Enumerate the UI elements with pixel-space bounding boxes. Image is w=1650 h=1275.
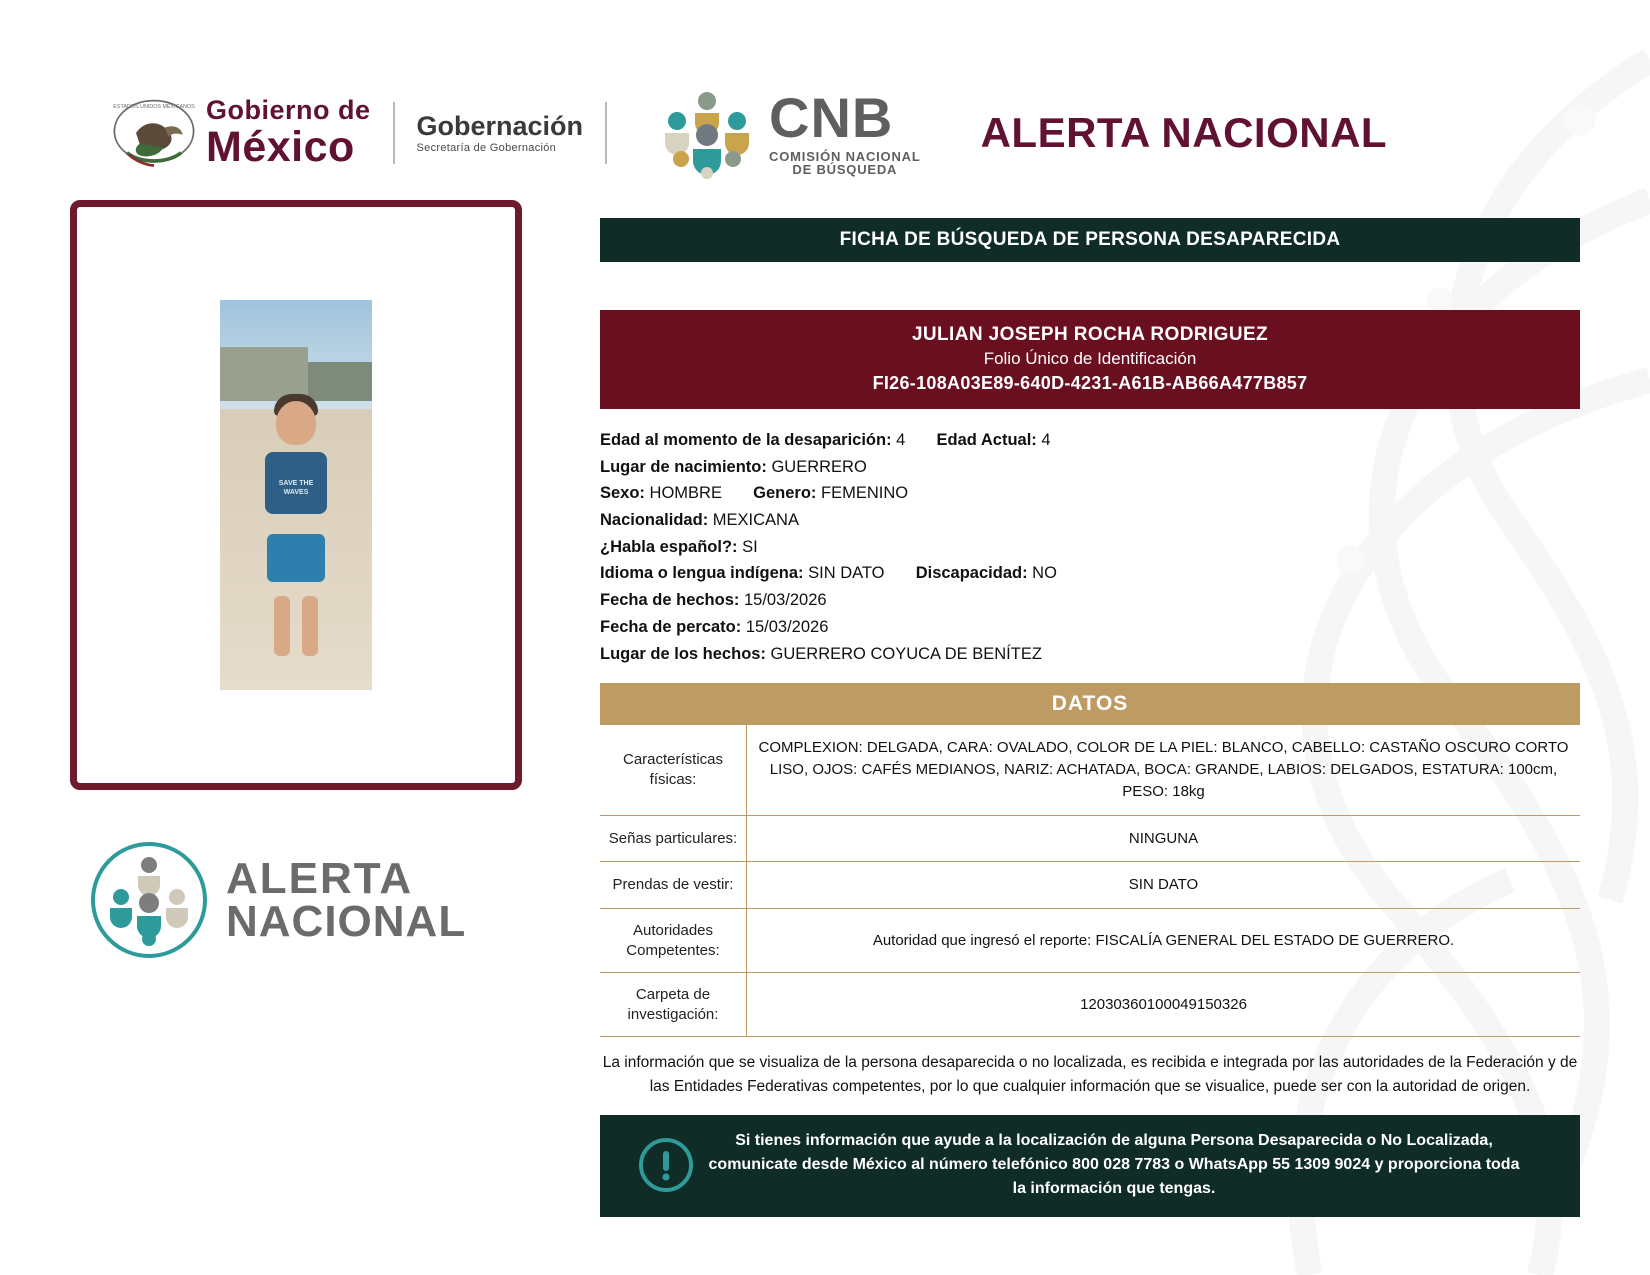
idioma-label: Idioma o lengua indígena:	[600, 564, 804, 583]
table-row	[600, 862, 1580, 909]
datos-key: Prendas de vestir:	[600, 862, 747, 909]
mexico-coat-of-arms-icon	[108, 97, 200, 169]
datos-key: Autoridades Competentes:	[600, 909, 747, 973]
gob-line2: México	[206, 123, 355, 171]
gobernacion-sub: Secretaría de Gobernación	[416, 141, 557, 154]
table-row	[600, 909, 1580, 973]
person-name: JULIAN JOSEPH ROCHA RODRIGUEZ	[911, 324, 1269, 345]
datos-value: NINGUNA	[747, 815, 1581, 862]
genero-value: FEMENINO	[821, 484, 909, 503]
cnb-line1: COMISIÓN NACIONAL	[769, 149, 921, 164]
svg-text:ESTADOS UNIDOS MEXICANOS: ESTADOS UNIDOS MEXICANOS	[113, 103, 195, 110]
contact-banner	[600, 1115, 1580, 1217]
table-row	[600, 973, 1580, 1037]
alerta-nacional-heading: ALERTA NACIONAL	[980, 109, 1388, 156]
cnb-wordmark	[769, 86, 921, 177]
field-edad	[600, 427, 1580, 454]
datos-table	[600, 725, 1580, 1037]
missing-person-photo-frame	[70, 200, 522, 790]
lugar-hechos-label: Lugar de los hechos:	[600, 644, 766, 663]
gob-line1: Gobierno de	[206, 95, 371, 125]
exclamation-icon	[638, 1137, 694, 1193]
table-row	[600, 815, 1580, 862]
gobierno-de-mexico-wordmark	[206, 97, 371, 169]
nacionalidad-value: MEXICANA	[712, 511, 799, 530]
field-habla-espanol	[600, 534, 1580, 561]
gobernacion-main: Gobernación	[416, 110, 584, 141]
fecha-hechos-value: 15/03/2026	[743, 591, 827, 610]
fecha-percato-value: 15/03/2026	[745, 617, 829, 636]
datos-key: Características físicas:	[600, 725, 747, 815]
edad-actual-value: 4	[1041, 430, 1051, 449]
person-fields	[600, 427, 1580, 667]
cnb-acronym: CNB	[769, 86, 894, 149]
datos-value: Autoridad que ingresó el reporte: FISCALÍA GENERAL DEL ESTADO DE GUERRERO.	[747, 909, 1581, 973]
alerta-nacional-circle-icon	[90, 841, 208, 959]
cnb-people-icon	[655, 87, 759, 179]
fecha-percato-label: Fecha de percato:	[600, 617, 742, 636]
field-nacionalidad	[600, 507, 1580, 534]
datos-value: COMPLEXION: DELGADA, CARA: OVALADO, COLOR DE LA PIEL: BLANCO, CABELLO: CASTAÑO OSCURO CORTO LISO, OJOS: CAFÉS MEDIANOS, NARIZ: ACHATADA, BOCA: GRANDE, LABIOS: DELGADOS, ESTATURA: 100cm, PESO: 18kg	[747, 725, 1581, 815]
field-idioma-discapacidad	[600, 560, 1580, 587]
lugar-hechos-value: GUERRERO COYUCA DE BENÍTEZ	[770, 644, 1042, 663]
folio-value: FI26-108A03E89-640D-4231-A61B-AB66A477B857	[872, 372, 1308, 393]
idioma-value: SIN DATO	[808, 564, 885, 583]
page-header	[0, 78, 1650, 188]
genero-label: Genero:	[753, 484, 817, 503]
nacional-word: NACIONAL	[226, 897, 467, 946]
datos-value: SIN DATO	[747, 862, 1581, 909]
photo-shirt-text: SAVE THE WAVES	[278, 480, 314, 497]
sexo-label: Sexo:	[600, 484, 645, 503]
edad-actual-label: Edad Actual:	[936, 430, 1037, 449]
habla-espanol-value: SI	[742, 537, 758, 556]
header-divider-2	[605, 102, 607, 164]
missing-person-photo	[220, 300, 372, 690]
sexo-value: HOMBRE	[649, 484, 722, 503]
sheet-body	[600, 218, 1580, 1217]
contact-text: Si tienes información que ayude a la localización de alguna Persona Desaparecida o No Localizada, comunicate desde México al número telefónico 800 028 7783 o WhatsApp 55 1309 9024 y proporciona toda la información que tengas.	[708, 1132, 1520, 1198]
field-lugar-hechos	[600, 641, 1580, 668]
fecha-hechos-label: Fecha de hechos:	[600, 591, 740, 610]
folio-label: Folio Único de Identificación	[983, 348, 1197, 368]
alerta-nacional-logo-words	[226, 853, 467, 946]
discapacidad-value: NO	[1032, 564, 1057, 583]
nacionalidad-label: Nacionalidad:	[600, 511, 709, 530]
habla-espanol-label: ¿Habla español?:	[600, 537, 738, 556]
alerta-nacional-logo-block	[90, 835, 510, 965]
field-sexo-genero	[600, 480, 1580, 507]
lugar-nacimiento-value: GUERRERO	[771, 457, 867, 476]
field-fecha-hechos	[600, 587, 1580, 614]
disclaimer-text: La información que se visualiza de la persona desaparecida o no localizada, es recibida e integrada por las autoridades de la Federación y de las Entidades Federativas competentes, por lo que cualquier información que se visualice, puede ser con la autoridad de origen.	[602, 1054, 1578, 1096]
alerta-word: ALERTA	[226, 853, 414, 903]
cnb-line2: DE BÚSQUEDA	[792, 162, 898, 177]
datos-value: 12030360100049150326	[747, 973, 1581, 1037]
ficha-banner: FICHA DE BÚSQUEDA DE PERSONA DESAPARECIDA	[600, 218, 1580, 262]
datos-key: Señas particulares:	[600, 815, 747, 862]
person-name-banner	[600, 310, 1580, 409]
discapacidad-label: Discapacidad:	[915, 564, 1028, 583]
field-lugar-nacimiento	[600, 454, 1580, 481]
edad-desaparicion-value: 4	[896, 430, 906, 449]
datos-key: Carpeta de investigación:	[600, 973, 747, 1037]
cnb-logo-block	[655, 87, 921, 179]
edad-desaparicion-label: Edad al momento de la desaparición:	[600, 430, 892, 449]
datos-section-header: DATOS	[600, 683, 1580, 725]
field-fecha-percato	[600, 614, 1580, 641]
table-row	[600, 725, 1580, 815]
gobernacion-wordmark	[417, 112, 584, 155]
lugar-nacimiento-label: Lugar de nacimiento:	[600, 457, 767, 476]
header-divider-1	[393, 102, 395, 164]
